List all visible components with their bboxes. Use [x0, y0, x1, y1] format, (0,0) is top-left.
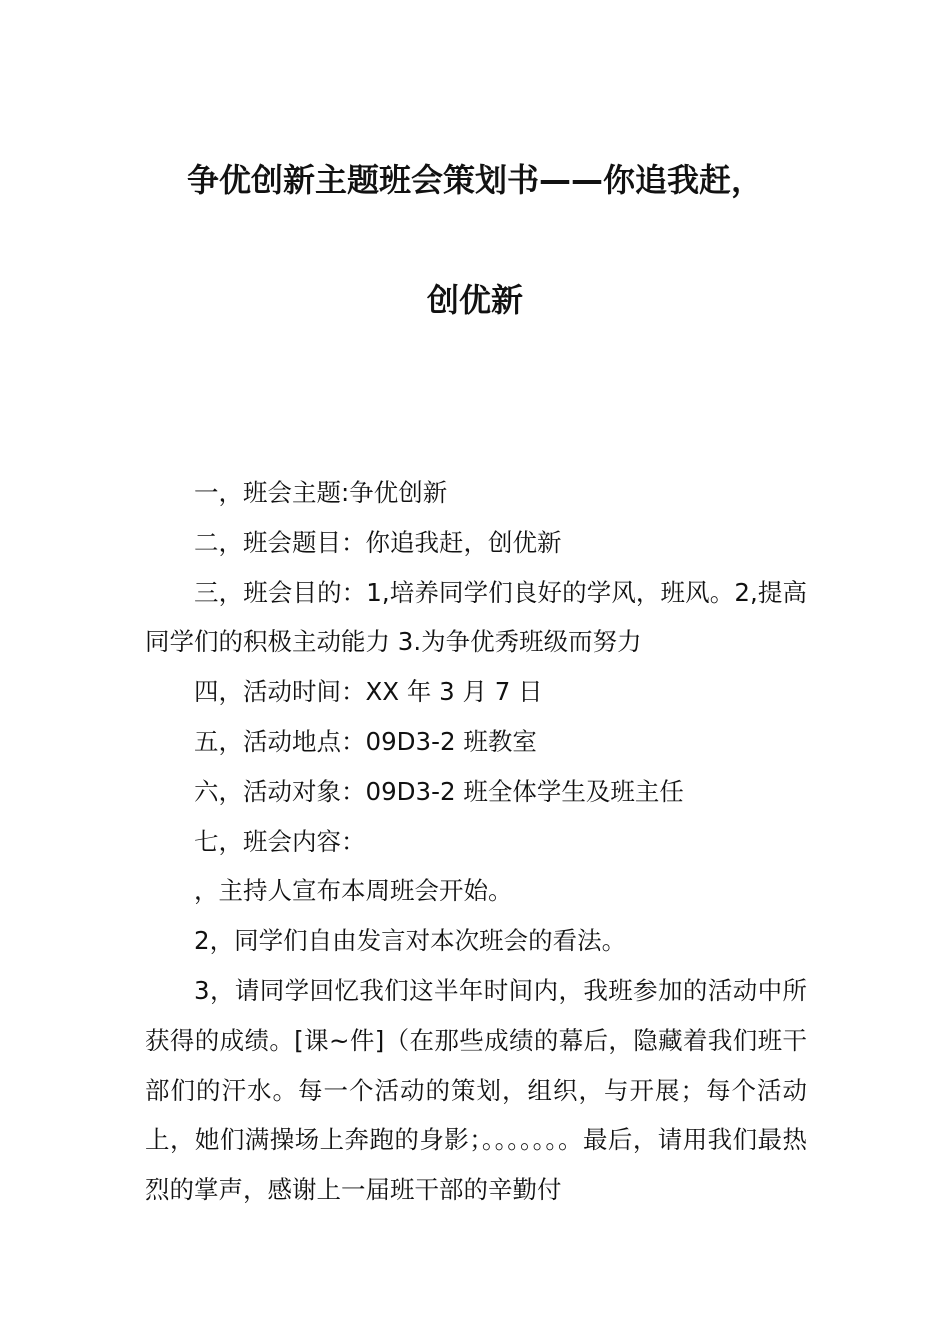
- paragraph-item-1: ，主持人宣布本周班会开始。: [194, 876, 513, 906]
- paragraph-time: 四，活动时间：XX 年 3 月 7 日: [194, 677, 543, 707]
- paragraph-item-2: 2，同学们自由发言对本次班会的看法。: [194, 926, 627, 956]
- paragraph-purpose: 三，班会目的：1,培养同学们良好的学风，班风。2,提高同学们的积极主动能力 3.为争优秀班级而努力: [145, 577, 807, 657]
- paragraph-topic: 二，班会题目：你追我赶，创优新: [194, 527, 562, 557]
- paragraph-location: 五，活动地点：09D3-2 班教室: [194, 726, 537, 756]
- document-title-line-2: 创优新: [426, 281, 523, 319]
- paragraph-theme: 一，班会主题:争优创新: [194, 478, 448, 507]
- paragraph-content-heading: 七，班会内容：: [194, 826, 366, 856]
- document-body: [145, 468, 807, 1215]
- document-title-line-1: 争优创新主题班会策划书——你追我赶，: [186, 161, 763, 199]
- paragraph-participants: 六，活动对象：09D3-2 班全体学生及班主任: [194, 776, 684, 806]
- paragraph-item-3: 3，请同学回忆我们这半年时间内，我班参加的活动中所获得的成绩。[课~件]（在那些成绩的幕后，隐藏着我们班干部们的汗水。每一个活动的策划，组织，与开展；每个活动上，她们满操场上奔跑的身影；。。。。。。。最后，请用我们最热烈的掌声，感谢上一届班干部的辛勤付: [145, 975, 807, 1205]
